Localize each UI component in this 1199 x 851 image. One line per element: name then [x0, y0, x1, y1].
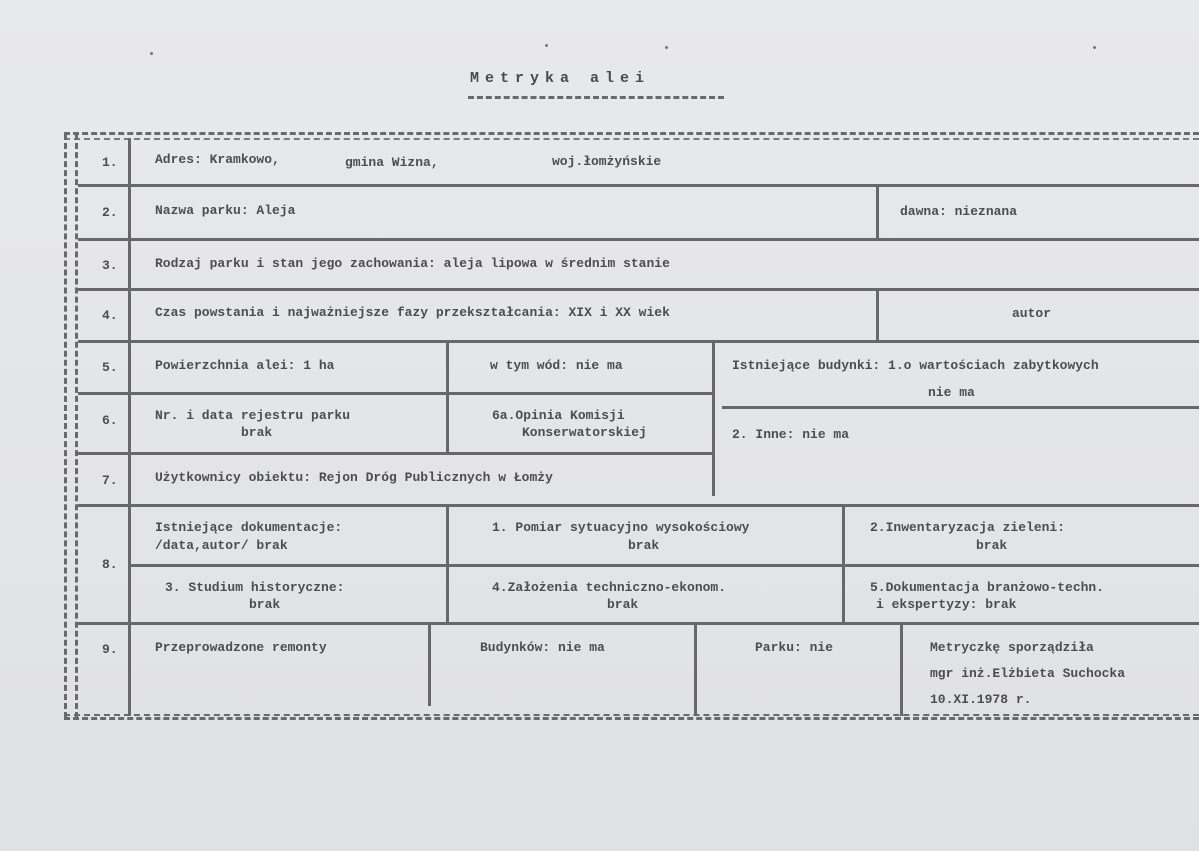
- r5-7-divider: [712, 340, 715, 496]
- existing-documentation-field: Istniejące dokumentacje:: [155, 520, 343, 535]
- author-field: autor: [1012, 306, 1052, 321]
- row-number-4: 4.: [102, 308, 118, 323]
- r4-divider: [876, 288, 879, 340]
- page-title: Metryka alei: [470, 70, 651, 87]
- former-name-field: dawna: nieznana: [900, 204, 1018, 219]
- title-underline: [468, 96, 724, 99]
- row-divider-6: [78, 452, 714, 455]
- row-divider-5: [78, 392, 714, 395]
- branch-documentation-value: i ekspertyzy: brak: [876, 597, 1017, 612]
- other-buildings-field: 2. Inne: nie ma: [732, 427, 850, 442]
- historical-study-field: 3. Studium historyczne:: [165, 580, 345, 595]
- row-number-5: 5.: [102, 360, 118, 375]
- repairs-field: Przeprowadzone remonty: [155, 640, 327, 655]
- number-column-divider: [128, 138, 131, 716]
- survey-field: 1. Pomiar sytuacyjno wysokościowy: [492, 520, 750, 535]
- row-number-6: 6.: [102, 413, 118, 428]
- row-divider-2: [78, 238, 1199, 241]
- row-divider-1: [78, 184, 1199, 187]
- form-left-border: [64, 134, 78, 718]
- row-number-9: 9.: [102, 642, 118, 657]
- technical-assumptions-field: 4.Założenia techniczno-ekonom.: [492, 580, 727, 595]
- technical-assumptions-value: brak: [607, 597, 639, 612]
- existing-buildings-field: Istniejące budynki: 1.o wartościach zabytkowych: [732, 358, 1099, 373]
- r8-divider-a: [446, 504, 449, 622]
- row-number-7: 7.: [102, 473, 118, 488]
- greenery-inventory-value: brak: [976, 538, 1008, 553]
- voivodeship-field: woj.łomżyńskie: [552, 154, 662, 169]
- registry-value: brak: [241, 425, 273, 440]
- row-number-8: 8.: [102, 557, 118, 572]
- r9-divider-b: [694, 622, 697, 716]
- gmina-field: gmina Wizna,: [345, 155, 439, 170]
- row-number-3: 3.: [102, 258, 118, 273]
- existing-buildings-value: nie ma: [928, 385, 975, 400]
- r9-divider-c: [900, 622, 903, 716]
- row-divider-3: [78, 288, 1199, 291]
- r8-divider-b: [842, 504, 845, 622]
- commission-opinion-field: 6a.Opinia Komisji: [492, 408, 625, 423]
- buildings-divider: [722, 406, 1199, 409]
- registry-field: Nr. i data rejestru parku: [155, 408, 351, 423]
- existing-documentation-value: /data,autor/ brak: [155, 538, 288, 553]
- park-name-field: Nazwa parku: Aleja: [155, 203, 296, 218]
- buildings-repairs-field: Budynków: nie ma: [480, 640, 605, 655]
- survey-value: brak: [628, 538, 660, 553]
- area-field: Powierzchnia alei: 1 ha: [155, 358, 335, 373]
- prepared-by-label: Metryczkę sporządziła: [930, 640, 1094, 655]
- row-number-2: 2.: [102, 205, 118, 220]
- water-field: w tym wód: nie ma: [490, 358, 623, 373]
- r2-divider: [876, 184, 879, 238]
- commission-opinion-value: Konserwatorskiej: [522, 425, 647, 440]
- address-field: Adres: Kramkowo,: [155, 152, 280, 167]
- park-type-field: Rodzaj parku i stan jego zachowania: aleja lipowa w średnim stanie: [155, 256, 670, 271]
- park-repairs-field: Parku: nie: [755, 640, 834, 655]
- greenery-inventory-field: 2.Inwentaryzacja zieleni:: [870, 520, 1066, 535]
- row-divider-8a: [128, 564, 1199, 567]
- r5-6-divider: [446, 340, 449, 452]
- row-divider-8: [78, 622, 1199, 625]
- historical-study-value: brak: [249, 597, 281, 612]
- users-field: Użytkownicy obiektu: Rejon Dróg Publicznych w Łomży: [155, 470, 553, 485]
- form-top-border: [64, 132, 1199, 140]
- prepared-by-name: mgr inż.Elżbieta Suchocka: [930, 666, 1126, 681]
- branch-documentation-field: 5.Dokumentacja branżowo-techn.: [870, 580, 1105, 595]
- r9-divider-a: [428, 622, 431, 706]
- row-number-1: 1.: [102, 155, 118, 170]
- row-divider-4: [78, 340, 1199, 343]
- row-divider-7: [78, 504, 1199, 507]
- prepared-date: 10.XI.1978 r.: [930, 692, 1032, 707]
- creation-time-field: Czas powstania i najważniejsze fazy przekształcania: XIX i XX wiek: [155, 305, 670, 320]
- form-bottom-border: [64, 714, 1199, 720]
